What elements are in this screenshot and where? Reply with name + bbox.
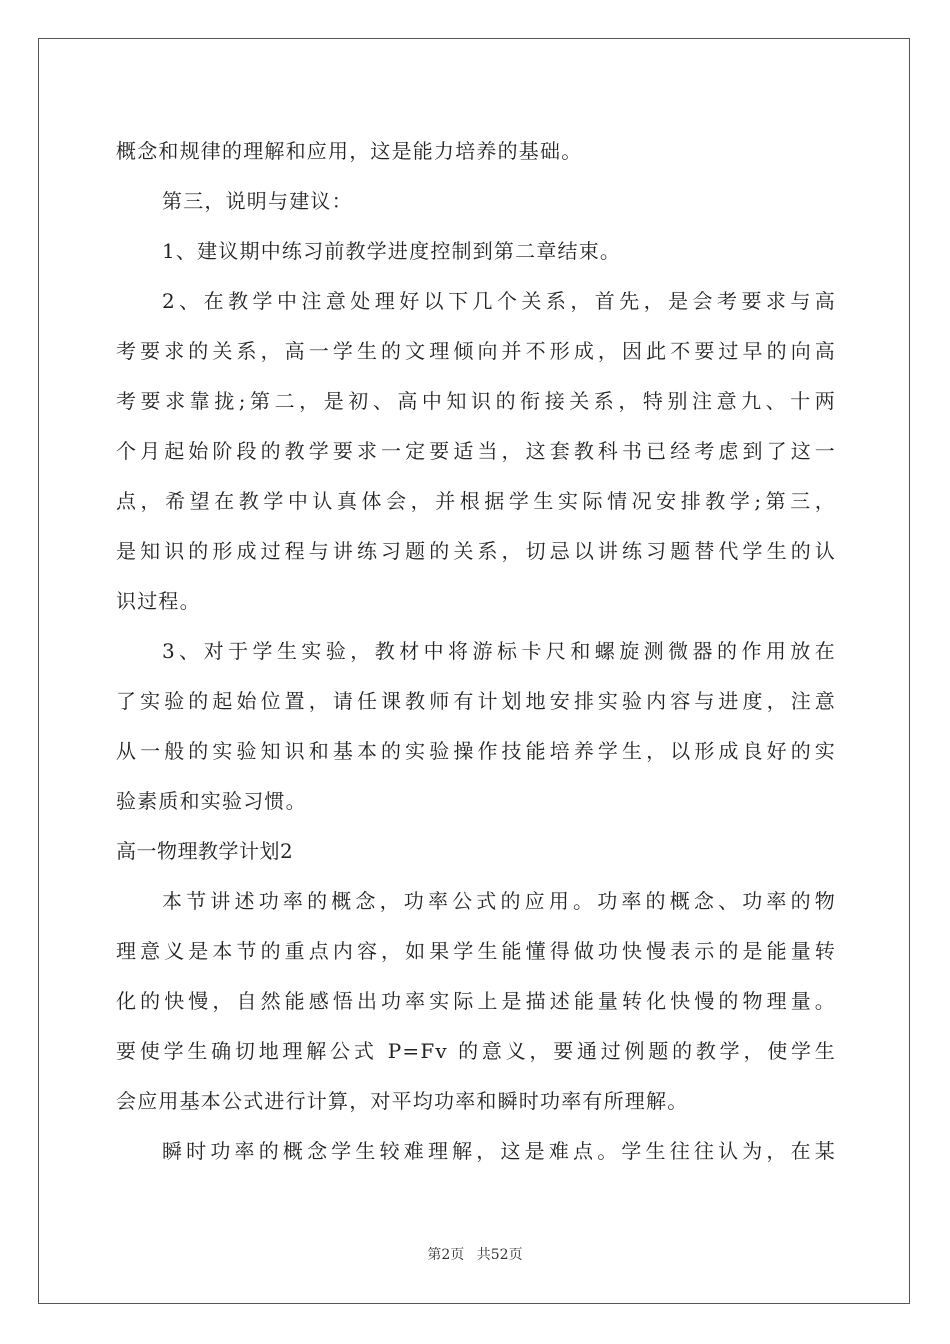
paragraph-line: 要使学生确切地理解公式 P=Fv 的意义，要通过例题的教学，使学生 xyxy=(116,1039,836,1063)
page-total: 共52页 xyxy=(476,1247,523,1263)
page-footer xyxy=(0,1244,950,1264)
paragraph-line: 个月起始阶段的教学要求一定要适当，这套教科书已经考虑到了这一 xyxy=(116,439,836,463)
paragraph-line: 会应用基本公式进行计算，对平均功率和瞬时功率有所理解。 xyxy=(116,1089,689,1113)
paragraph-line: 考要求的关系，高一学生的文理倾向并不形成，因此不要过早的向高 xyxy=(116,339,836,363)
paragraph-line: 化的快慢，自然能感悟出功率实际上是描述能量转化快慢的物理量。 xyxy=(116,989,836,1013)
section-label: 第三，说明与建议： xyxy=(162,189,353,213)
paragraph-line: 是知识的形成过程与讲练习题的关系，切忌以讲练习题替代学生的认 xyxy=(116,539,836,563)
paragraph-line: 识过程。 xyxy=(116,589,201,613)
paragraph-line: 从一般的实验知识和基本的实验操作技能培养学生，以形成良好的实 xyxy=(116,739,836,763)
section-heading: 高一物理教学计划2 xyxy=(116,839,294,863)
paragraph-line: 1、建议期中练习前教学进度控制到第二章结束。 xyxy=(162,239,622,263)
paragraph-line: 概念和规律的理解和应用，这是能力培养的基础。 xyxy=(116,139,583,163)
paragraph-line: 点，希望在教学中认真体会，并根据学生实际情况安排教学;第三， xyxy=(116,489,836,513)
paragraph-line: 2、在教学中注意处理好以下几个关系，首先，是会考要求与高 xyxy=(162,289,836,313)
paragraph-line: 3、对于学生实验，教材中将游标卡尺和螺旋测微器的作用放在 xyxy=(162,639,836,663)
paragraph-line: 验素质和实验习惯。 xyxy=(116,789,307,813)
paragraph-line: 本节讲述功率的概念，功率公式的应用。功率的概念、功率的物 xyxy=(162,889,836,913)
paragraph-line: 了实验的起始位置，请任课教师有计划地安排实验内容与进度，注意 xyxy=(116,689,836,713)
paragraph-line: 考要求靠拢;第二，是初、高中知识的衔接关系，特别注意九、十两 xyxy=(116,389,836,413)
paragraph-line: 理意义是本节的重点内容，如果学生能懂得做功快慢表示的是能量转 xyxy=(116,939,836,963)
paragraph-line: 瞬时功率的概念学生较难理解，这是难点。学生往往认为，在某 xyxy=(162,1139,836,1163)
document-body xyxy=(116,126,836,1176)
page-number: 第2页 xyxy=(427,1247,465,1263)
